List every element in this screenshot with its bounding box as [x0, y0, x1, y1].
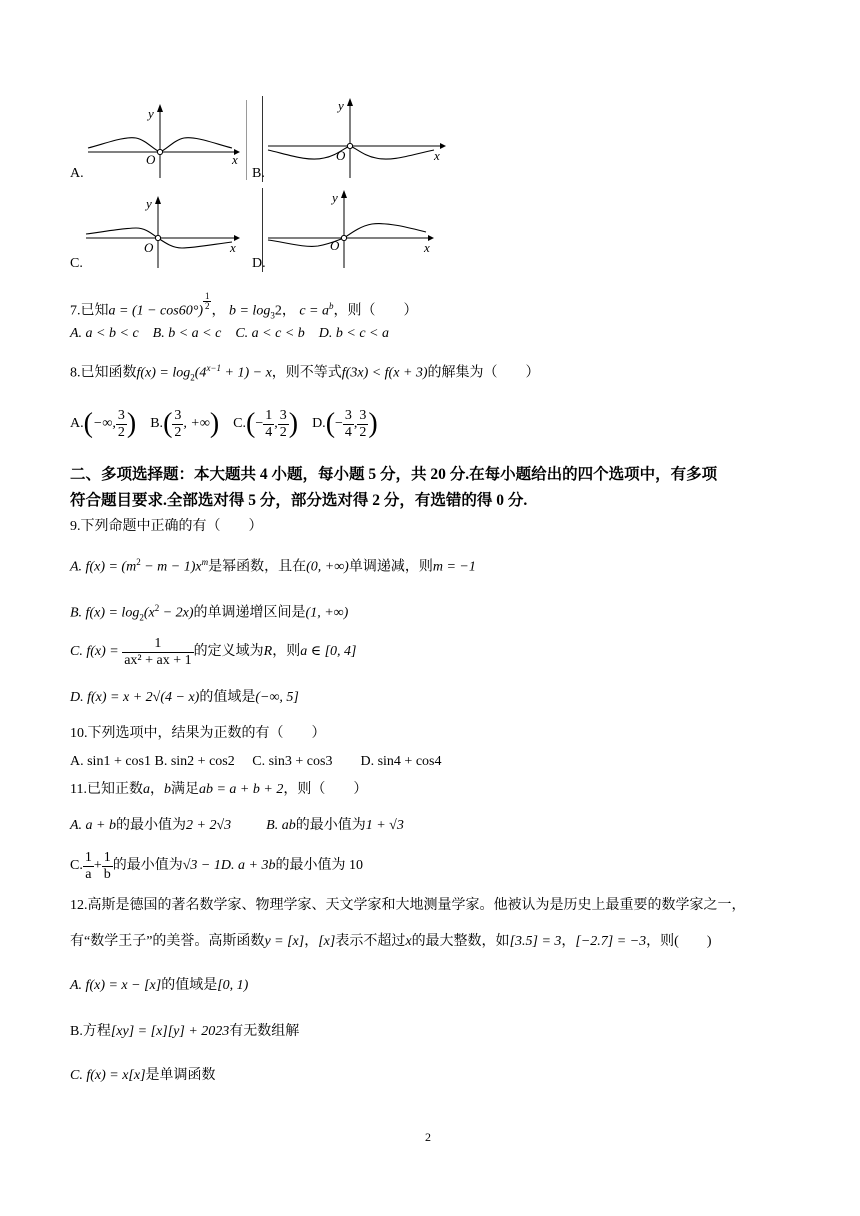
option-b-label: B.	[252, 166, 265, 181]
question-9-option-d: D. f(x) = x + 2√(4 − x)的值域是(−∞, 5]	[70, 690, 299, 705]
graph-d-y: y	[332, 190, 338, 205]
graph-a-x: x	[232, 152, 238, 167]
graph-a-o: O	[146, 152, 156, 167]
option-c-label: C.	[70, 256, 83, 271]
graph-d-x: x	[424, 240, 430, 255]
question-8-stem: 8.已知函数$f(x) = \log_2(4^{x-1} + 1) - x$，则不等式f(3x) < f(x + 3)的解集为（ ）	[70, 363, 540, 383]
graph-d-o: O	[330, 238, 340, 253]
graph-d	[264, 186, 442, 270]
question-12-line1: 12.高斯是德国的著名数学家、物理学家、天文学家和大地测量学家。他被认为是历史上最重要的数学家之一，	[70, 898, 746, 913]
option-d-label: D.	[252, 256, 266, 271]
question-12-option-c: C. f(x) = x[x]是单调函数	[70, 1068, 216, 1083]
graph-b-x: x	[434, 148, 440, 163]
graph-b-y: y	[338, 98, 344, 113]
question-8-options: A. ( −∞, $\frac{3}{2}$ ) B. ( $\frac{3}{2}$ , +∞ ) C. ( − $\frac{1}{4}$ , $\frac{3}{2}$ ) D. ( − $\frac{3}{4}$ , $\frac{3}{2}$ )	[70, 407, 378, 440]
question-11-options-ab: A. a + b的最小值为2 + 2√3 B. ab的最小值为1 + √3	[70, 818, 404, 833]
question-10-options: A. sin1 + cos1 B. sin2 + cos2 C. sin3 + cos3 D. sin4 + cos4	[70, 754, 442, 769]
graph-b	[264, 94, 448, 180]
graph-c	[82, 192, 242, 270]
question-12-line2: 有“数学王子”的美誉。高斯函数y = [x]，[x]表示不超过x的最大整数，如[3.5] = 3，[−2.7] = −3，则( )	[70, 934, 712, 949]
graph-b-o: O	[336, 148, 346, 163]
question-12-option-a: A. f(x) = x − [x]的值域是[0, 1)	[70, 978, 249, 993]
graph-divider	[246, 100, 247, 180]
page-number: 2	[425, 1130, 431, 1144]
question-11-stem: 11.已知正数a，b满足ab = a + b + 2，则（ ）	[70, 782, 368, 797]
section-2-heading-line2: 符合题目要求.全部选对得 5 分，部分选对得 2 分，有选错的得 0 分.	[70, 492, 528, 509]
graph-a-y: y	[148, 106, 154, 121]
graph-c-o: O	[144, 240, 154, 255]
question-7-stem: 7.已知a = (1 − cos60°) $\frac{1}{2}$ ， $b = \log_32$， $c = a^b$，则（ ）	[70, 291, 418, 321]
section-2-heading-line1: 二、多项选择题：本大题共 4 小题，每小题 5 分，共 20 分.在每小题给出的四个选项中，有多项	[70, 466, 718, 483]
option-a-label: A.	[70, 166, 84, 181]
question-11-options-cd: C. $\frac{1}{a}$ + $\frac{1}{b}$ 的最小值为 √3 − 1 D. a + 3b 的最小值为 10	[70, 849, 363, 882]
graph-a	[84, 100, 244, 180]
question-7-options: A. a < b < c B. b < a < c C. a < c < b D. b < c < a	[70, 326, 389, 341]
question-9-option-b: B. $f(x) = \log_2(x^2 - 2x)$的单调递增区间是(1, +∞)	[70, 603, 349, 623]
graph-c-x: x	[230, 240, 236, 255]
graph-c-y: y	[146, 196, 152, 211]
question-9-option-c: C. f(x) = $\frac{1}{\text{ax² + ax + 1}}$ 的定义域为 R ，则 a ∈ [0, 4]	[70, 635, 357, 668]
question-9-stem: 9.下列命题中正确的有（ ）	[70, 519, 263, 534]
question-12-option-b: B.方程[xy] = [x][y] + 2023有无数组解	[70, 1024, 300, 1039]
question-9-option-a: A. $f(x) = (m^2 - m - 1)x^m$是幂函数，且在(0, +∞)单调递减，则m = −1	[70, 557, 476, 575]
question-10-stem: 10.下列选项中，结果为正数的有（ ）	[70, 726, 326, 741]
